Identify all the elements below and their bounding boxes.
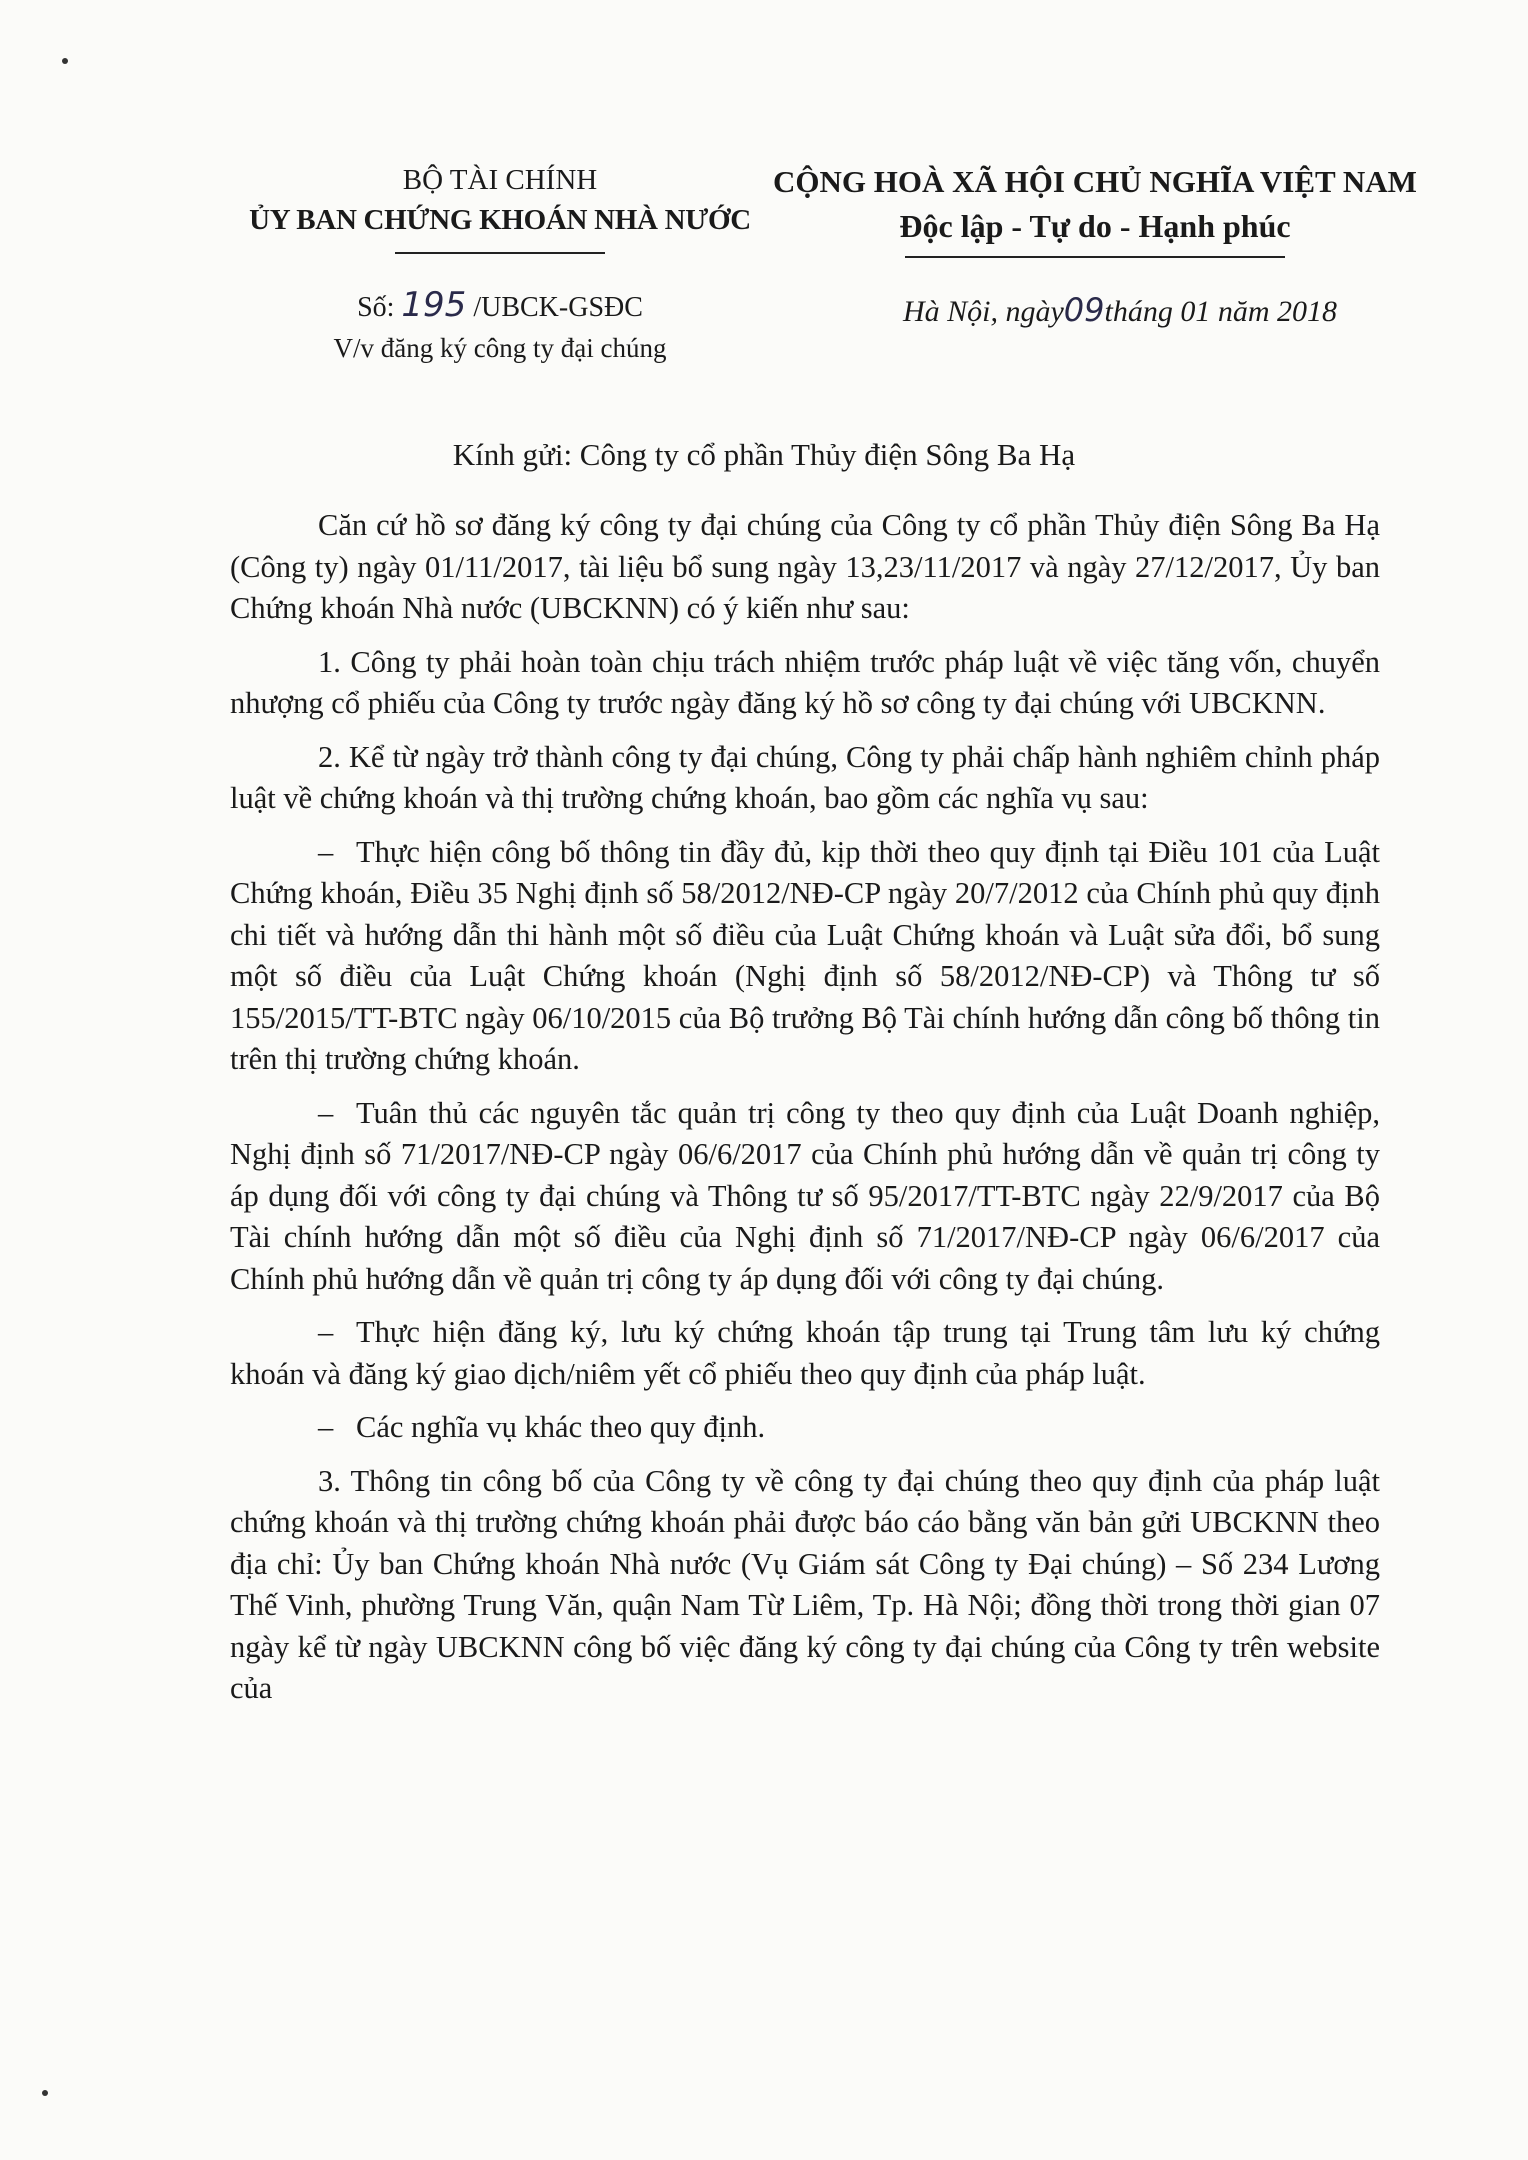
bullet-4-text: Các nghĩa vụ khác theo quy định.	[356, 1410, 766, 1444]
reference-suffix: /UBCK-GSĐC	[466, 292, 643, 323]
document-reference	[300, 285, 700, 368]
date-day: 09	[1063, 291, 1105, 329]
bullet-2-text: Tuân thủ các nguyên tắc quản trị công ty theo quy định của Luật Doanh nghiệp, Nghị định số 71/2017/NĐ-CP ngày 06/6/2017 của Chính phủ hướng dẫn về quản trị công ty áp dụng đối với công ty đại chúng và Thông tư số 95/2017/TT-BTC ngày 22/9/2017 của Bộ Tài chính hướng dẫn một số điều của Nghị định số 71/2017/NĐ-CP ngày 06/6/2017 của Chính phủ hướng dẫn về quản trị công ty áp dụng đối với công ty đại chúng.	[230, 1095, 1380, 1296]
bullet-1-text: Thực hiện công bố thông tin đầy đủ, kịp thời theo quy định tại Điều 101 của Luật Chứng khoán, Điều 35 Nghị định số 58/2012/NĐ-CP ngày 20/7/2012 của Chính phủ quy định chi tiết và hướng dẫn thi hành một số điều của Luật Chứng khoán và Luật sửa đổi, bổ sung một số điều của Luật Chứng khoán (Nghị định số 58/2012/NĐ-CP) và Thông tư số 155/2015/TT-BTC ngày 06/10/2015 của Bộ trưởng Bộ Tài chính hướng dẫn công bố thông tin trên thị trường chứng khoán.	[230, 834, 1380, 1076]
issuer-block	[230, 160, 770, 254]
date-prefix: Hà Nội, ngày	[902, 295, 1064, 328]
scan-speck	[62, 58, 68, 64]
reference-number: 195	[401, 285, 467, 325]
date-suffix: tháng 01 năm 2018	[1104, 295, 1338, 328]
ministry-name: BỘ TÀI CHÍNH	[402, 164, 598, 196]
bullet-dash: –	[318, 1410, 334, 1444]
motto-underline	[905, 256, 1285, 258]
intro-paragraph: Căn cứ hồ sơ đăng ký công ty đại chúng của Công ty cổ phần Thủy điện Sông Ba Hạ (Công ty) ngày 01/11/2017, tài liệu bổ sung ngày 13,23/11/2017 và ngày 27/12/2017, Ủy ban Chứng khoán Nhà nước (UBCKNN) có ý kiến như sau:	[230, 508, 1380, 625]
item-1-paragraph: 1. Công ty phải hoàn toàn chịu trách nhiệm trước pháp luật về việc tăng vốn, chuyển nhượng cổ phiếu của Công ty trước ngày đăng ký hồ sơ công ty đại chúng với UBCKNN.	[230, 644, 1380, 720]
recipient-line: Kính gửi: Công ty cổ phần Thủy điện Sông Ba Hạ	[452, 437, 1076, 472]
reference-number-line	[300, 285, 700, 328]
document-subject: V/v đăng ký công ty đại chúng	[333, 333, 667, 363]
nation-name: CỘNG HOÀ XÃ HỘI CHỦ NGHĨA VIỆT NAM	[773, 164, 1417, 199]
issuer-underline	[395, 252, 605, 254]
bullet-4-paragraph	[230, 1407, 1380, 1449]
reference-prefix: Số:	[357, 292, 402, 323]
letter-body	[230, 505, 1380, 1722]
bullet-3-paragraph	[230, 1312, 1380, 1395]
bullet-3-text: Thực hiện đăng ký, lưu ký chứng khoán tập trung tại Trung tâm lưu ký chứng khoán và đăng ký giao dịch/niêm yết cổ phiếu theo quy định của pháp luật.	[230, 1315, 1380, 1391]
bullet-dash: –	[318, 1315, 334, 1349]
item-3-paragraph: 3. Thông tin công bố của Công ty về công ty đại chúng theo quy định của pháp luật chứng khoán và thị trường chứng khoán phải được báo cáo bằng văn bản gửi UBCKNN theo địa chỉ: Ủy ban Chứng khoán Nhà nước (Vụ Giám sát Công ty Đại chúng) – Số 234 Lương Thế Vinh, phường Trung Văn, quận Nam Từ Liêm, Tp. Hà Nội; đồng thời trong thời gian 07 ngày kể từ ngày UBCKNN công bố việc đăng ký công ty đại chúng của Công ty trên website của	[230, 1463, 1380, 1705]
bullet-2-paragraph	[230, 1093, 1380, 1301]
bullet-dash: –	[318, 1095, 334, 1130]
document-date	[820, 290, 1420, 332]
bullet-1-paragraph	[230, 832, 1380, 1081]
national-motto: Độc lập - Tự do - Hạnh phúc	[899, 208, 1291, 244]
national-heading	[770, 160, 1420, 258]
bullet-dash: –	[318, 834, 334, 869]
item-2-paragraph: 2. Kể từ ngày trở thành công ty đại chúng, Công ty phải chấp hành nghiêm chỉnh pháp luật về chứng khoán và thị trường chứng khoán, bao gồm các nghĩa vụ sau:	[230, 739, 1380, 815]
agency-name: ỦY BAN CHỨNG KHOÁN NHÀ NƯỚC	[249, 204, 751, 236]
scan-speck	[42, 2090, 48, 2096]
